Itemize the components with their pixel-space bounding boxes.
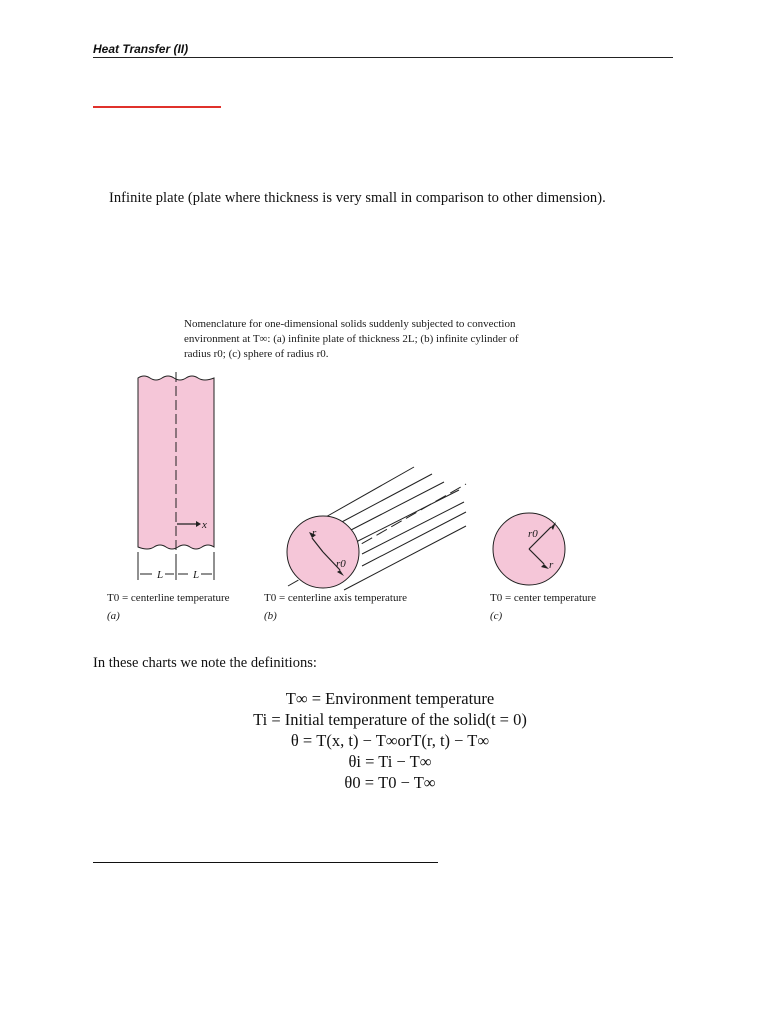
section-accent-rule (93, 106, 221, 108)
plate-temp-label: T0 = centerline temperature (107, 592, 230, 604)
plate-L-left: L (157, 569, 164, 581)
cylinder-tag: (b) (264, 610, 277, 622)
equation-t-inf: T∞ = Environment temperature (285, 689, 495, 708)
cylinder-r-label: r (312, 527, 317, 539)
caption-line-1: Nomenclature for one-dimensional solids suddenly subjected to convection (184, 318, 516, 330)
equation-theta: θ = T(x, t) − T∞orT(r, t) − T∞ (290, 731, 490, 750)
definitions-intro: In these charts we note the definitions: (93, 655, 317, 671)
plate-L-right: L (193, 569, 200, 581)
cylinder-diagram (264, 467, 466, 622)
header-title: Heat Transfer (II) (93, 42, 189, 56)
figure-svg (104, 312, 624, 632)
footnote-rule (93, 862, 438, 863)
sphere-diagram (490, 513, 596, 622)
equation-ti: Ti = Initial temperature of the solid(t = 0) (253, 710, 527, 729)
sphere-temp-label: T0 = center temperature (490, 592, 597, 604)
sphere-tag: (c) (490, 610, 503, 622)
equation-theta-0: θ0 = T0 − T∞ (344, 773, 436, 792)
plate-tag: (a) (107, 610, 120, 622)
caption-line-2: environment at T∞: (a) infinite plate of thickness 2L; (b) infinite cylinder of (184, 333, 519, 345)
plate-x-label: x (202, 519, 207, 531)
caption-line-3: radius r0; (c) sphere of radius r0. (184, 348, 329, 360)
cylinder-temp-label: T0 = centerline axis temperature (264, 592, 408, 604)
equations-block (150, 688, 630, 793)
plate-diagram (107, 372, 230, 622)
sphere-r0-label: r0 (528, 528, 538, 540)
sphere-r-label: r (549, 559, 554, 571)
intro-paragraph: Infinite plate (plate where thickness is very small in comparison to other dimension). (109, 190, 606, 206)
nomenclature-figure (104, 312, 624, 632)
cylinder-r0-label: r0 (336, 558, 346, 570)
header-rule (93, 57, 673, 58)
equation-theta-i: θi = Ti − T∞ (348, 752, 432, 771)
